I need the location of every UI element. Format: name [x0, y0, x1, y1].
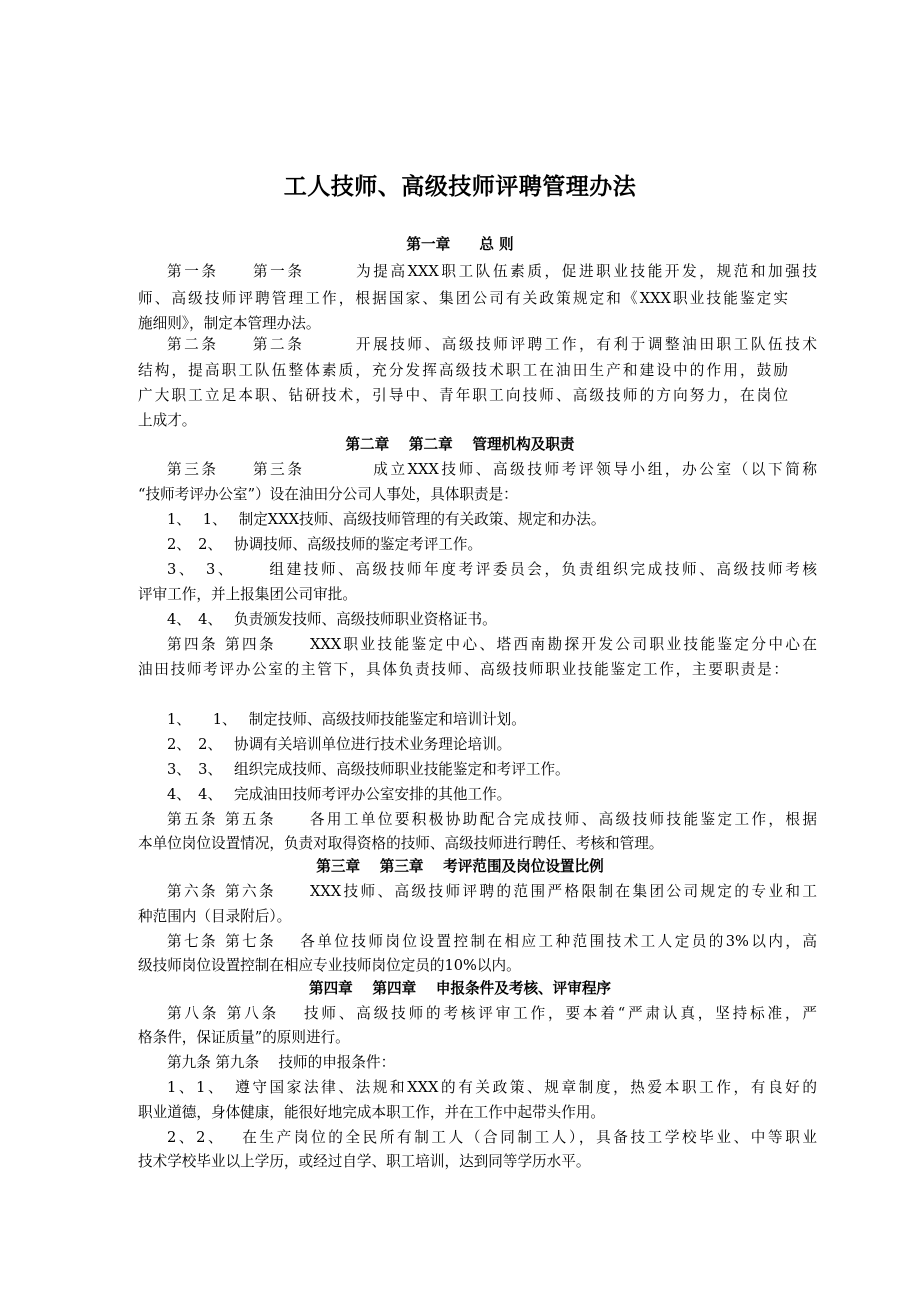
article-9-item-2: 2、2、 在生产岗位的全民所有制工人（合同制工人），具备技工学校毕业、中等职业 — [167, 1129, 817, 1146]
article-4-line-1: 第四条 第四条 XXX职业技能鉴定中心、塔西南勘探开发公司职业技能鉴定分中心在 — [167, 636, 817, 653]
article-4-item-2: 2、 2、 协调有关培训单位进行技术业务理论培训。 — [167, 736, 512, 753]
document-title: 工人技师、高级技师评聘管理办法 — [283, 174, 637, 200]
article-8-line-2: 格条件，保证质量”的原则进行。 — [138, 1029, 350, 1046]
article-3-item-3-cont: 评审工作，并上报集团公司审批。 — [138, 586, 357, 603]
chapter-heading-1: 第一章 总 则 — [406, 236, 514, 253]
article-2-line-2: 结构，提高职工队伍整体素质，充分发挥高级技术职工在油田生产和建设中的作用，鼓励 — [138, 362, 788, 379]
article-2-line-4: 上成才。 — [138, 412, 197, 429]
article-3-item-1: 1、 1、 制定XXX技师、高级技师管理的有关政策、规定和办法。 — [167, 511, 606, 528]
chapter-heading-4: 第四章 第四章 申报条件及考核、评审程序 — [308, 980, 612, 997]
article-4-item-4: 4、 4、 完成油田技师考评办公室安排的其他工作。 — [167, 786, 512, 803]
article-6-line-2: 种范围内（目录附后）。 — [138, 908, 292, 925]
article-7-line-1: 第七条 第七条 各单位技师岗位设置控制在相应工种范围技术工人定员的3%以内，高 — [167, 933, 817, 950]
article-7-line-2: 级技师岗位设置控制在相应专业技师岗位定员的10%以内。 — [138, 957, 521, 974]
article-3-item-3: 3、 3、 组建技师、高级技师年度考评委员会，负责组织完成技师、高级技师考核 — [167, 561, 817, 578]
article-3-item-2: 2、 2、 协调技师、高级技师的鉴定考评工作。 — [167, 536, 483, 553]
article-2-line-3: 广大职工立足本职、钻研技术，引导中、青年职工向技师、高级技师的方向努力，在岗位 — [138, 387, 788, 404]
article-3-line-2: “技师考评办公室”）设在油田分公司人事处，具体职责是： — [138, 486, 518, 503]
article-5-line-1: 第五条 第五条 各用工单位要积极协助配合完成技师、高级技师技能鉴定工作，根据 — [167, 811, 817, 828]
article-3-item-4: 4、 4、 负责颁发技师、高级技师职业资格证书。 — [167, 611, 497, 628]
article-3-line-1: 第三条 第三条 成立XXX技师、高级技师考评领导小组，办公室（以下简称 — [167, 461, 817, 478]
article-4-item-1: 1、 1、 制定技师、高级技师技能鉴定和培训计划。 — [167, 711, 526, 728]
article-1-line-1: 第一条 第一条 为提高XXX职工队伍素质，促进职业技能开发，规范和加强技 — [167, 263, 817, 280]
article-4-line-2: 油田技师考评办公室的主管下，具体负责技师、高级技师职业技能鉴定工作，主要职责是： — [138, 661, 788, 678]
article-9-line-1: 第九条 第九条 技师的申报条件： — [167, 1054, 396, 1071]
article-1-line-2: 师、高级技师评聘管理工作，根据国家、集团公司有关政策规定和《XXX职业技能鉴定实 — [138, 290, 788, 307]
article-9-item-1: 1、1、 遵守国家法律、法规和XXX的有关政策、规章制度，热爱本职工作，有良好的 — [167, 1079, 817, 1096]
article-8-line-1: 第八条 第八条 技师、高级技师的考核评审工作，要本着“严肃认真，坚持标准，严 — [167, 1005, 817, 1022]
article-1-line-3: 施细则》，制定本管理办法。 — [138, 315, 321, 332]
chapter-heading-3: 第三章 第三章 考评范围及岗位设置比例 — [316, 858, 604, 875]
article-9-item-2-cont: 技术学校毕业以上学历，或经过自学、职工培训，达到同等学历水平。 — [138, 1153, 591, 1170]
article-9-item-1-cont: 职业道德，身体健康，能很好地完成本职工作，并在工作中起带头作用。 — [138, 1104, 606, 1121]
article-5-line-2: 本单位岗位设置情况，负责对取得资格的技师、高级技师进行聘任、考核和管理。 — [138, 835, 664, 852]
article-6-line-1: 第六条 第六条 XXX技师、高级技师评聘的范围严格限制在集团公司规定的专业和工 — [167, 883, 817, 900]
article-4-item-3: 3、 3、 组织完成技师、高级技师职业技能鉴定和考评工作。 — [167, 761, 570, 778]
chapter-heading-2: 第二章 第二章 管理机构及职责 — [345, 436, 575, 453]
article-2-line-1: 第二条 第二条 开展技师、高级技师评聘工作，有利于调整油田职工队伍技术 — [167, 336, 817, 353]
